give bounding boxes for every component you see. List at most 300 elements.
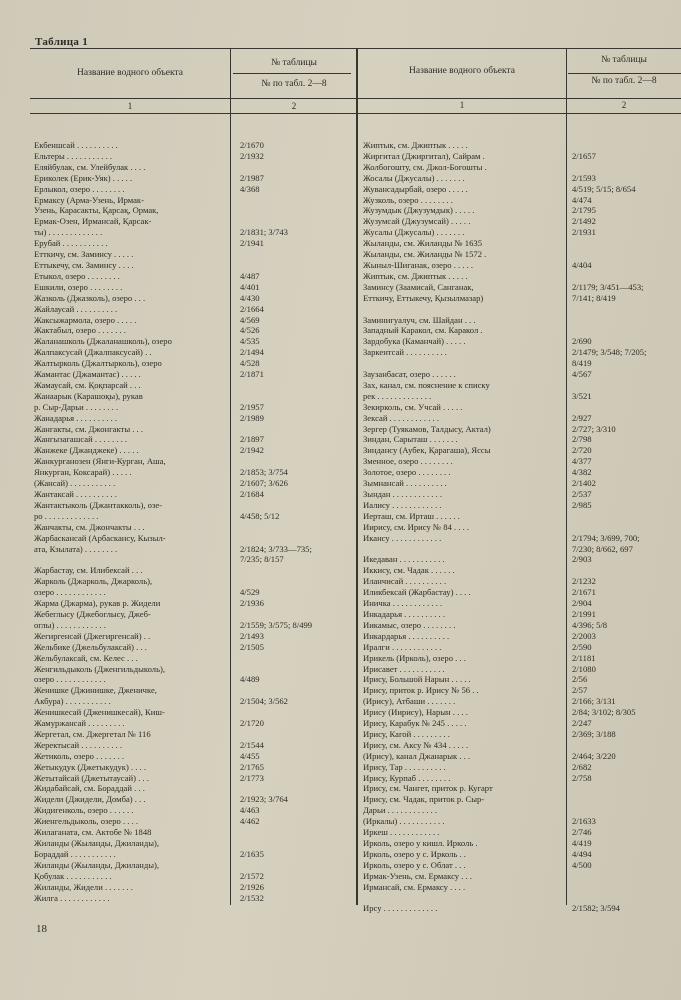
entry-ref: 3/521: [572, 390, 592, 401]
entry-ref: 2/1795: [572, 205, 596, 216]
entry-ref: [240, 195, 354, 206]
entry-ref: 2/1936: [240, 598, 264, 609]
entry-name: Иикамыс, озеро . . . . . . . .: [363, 619, 456, 630]
entry-name: Западный Каракол, см. Каракол .: [363, 325, 483, 336]
entry-name: Жарма (Джарма), рукав р. Жидели: [34, 598, 161, 609]
entry-ref: 2/1871: [240, 369, 264, 380]
entry-name: озеро . . . . . . . . . . . .: [34, 674, 106, 685]
entry-name: Жамаусай, см. Қоқпарсай . . .: [34, 379, 141, 390]
entry-ref: 4/404: [572, 259, 592, 270]
entry-ref: 2/1179; 3/451—453;: [572, 281, 644, 292]
entry-ref: 2/1492: [572, 216, 596, 227]
entry-ref: 2/1941: [240, 238, 264, 249]
entry-name: Жеректысай . . . . . . . . . .: [34, 739, 123, 750]
entry-ref: 2/1671: [572, 587, 596, 598]
entry-ref: 2/247: [572, 718, 592, 729]
entry-name: Жамуржансай . . . . . . . . .: [34, 718, 125, 729]
right-name-column: [363, 140, 565, 914]
entry-name: Жидабайсай, см. Бораддай . . .: [34, 783, 145, 794]
entry-ref: 4/458; 5/12: [240, 510, 280, 521]
left-col-number-1: 1: [127, 101, 133, 111]
entry-name: Жиенгельдыколь, озеро . . . .: [34, 816, 139, 827]
entry-name: Жайлаусай . . . . . . . . . .: [34, 303, 118, 314]
entry-name: Жилга . . . . . . . . . . . .: [34, 892, 110, 903]
entry-name: Зменное, озеро . . . . . . . .: [363, 456, 453, 467]
entry-ref: 4/462: [240, 816, 260, 827]
entry-ref: 2/1957: [240, 401, 264, 412]
entry-name: Инкардарья . . . . . . . . . .: [363, 630, 450, 641]
entry-name: Икансу . . . . . . . . . . . .: [363, 532, 442, 543]
entry-ref: 2/1765: [240, 761, 264, 772]
entry-name: Иирису, см. Ирису № 84 . . . .: [363, 521, 470, 532]
entry-ref: 4/494: [572, 848, 592, 859]
entry-name: Зиндан, Сарыташ . . . . . . .: [363, 434, 458, 445]
entry-name: [363, 893, 565, 904]
entry-ref: 4/382: [572, 467, 592, 478]
entry-ref: 2/56: [572, 674, 588, 685]
entry-ref: 2/464; 3/220: [572, 750, 616, 761]
entry-name: Жиргитал (Джиргитал), Сайрам .: [363, 150, 485, 161]
entry-name: Ирколь, озеро у кишл. Ирколь .: [363, 838, 478, 848]
entry-ref: 2/1670: [240, 140, 264, 150]
entry-ref: 2/1504; 3/562: [240, 696, 288, 707]
entry-ref: [240, 838, 354, 849]
entry-ref: 2/1181: [572, 652, 596, 663]
entry-ref: 2/1831; 3/743: [240, 227, 288, 238]
entry-name: Жетиколь, озеро . . . . . . .: [34, 750, 125, 761]
entry-name: Ирису, Кагой . . . . . . . . .: [363, 728, 450, 739]
entry-ref: [572, 783, 680, 794]
entry-ref: 2/1493: [240, 630, 264, 641]
entry-ref: 2/720: [572, 445, 592, 456]
entry-ref: 2/1991: [572, 608, 596, 619]
entry-name: Жолбогошту, см. Джол-Богошты .: [363, 161, 487, 172]
entry-ref: 7/235; 8/157: [240, 554, 284, 565]
entry-name: Жебеглысу (Джебоглысу, Джеб-: [34, 608, 151, 619]
entry-name: Жельбулаксай, см. Келес . . .: [34, 652, 138, 663]
entry-name: ата, Кзылата) . . . . . . . .: [34, 543, 118, 554]
entry-ref: [240, 729, 354, 740]
entry-name: Ирису, Большой Нарын . . . . .: [363, 674, 471, 685]
entry-name: Ирису (Иирису), Нарын . . . .: [363, 707, 468, 718]
entry-name: Жанадарья . . . . . . . . . .: [34, 412, 118, 423]
left-ref-column: [240, 140, 354, 903]
entry-name: Иалису . . . . . . . . . . . .: [363, 499, 442, 510]
entry-ref: 2/682: [572, 761, 592, 772]
entry-name: Иничка . . . . . . . . . . . .: [363, 598, 443, 609]
entry-ref: 4/430: [240, 292, 260, 303]
entry-ref: [240, 456, 354, 467]
entry-name: Зергер (Туякамов, Талдысу, Актал): [363, 423, 491, 434]
entry-name: Ирколь, озеро у с. Ирколь . .: [363, 848, 466, 859]
entry-ref: [240, 260, 354, 271]
entry-name: Заузанбасат, озеро . . . . . .: [363, 369, 456, 380]
entry-name: Зиндансу (Аубек, Қарагаша), Яссы: [363, 445, 491, 456]
entry-ref: [240, 653, 354, 664]
entry-name: Ирису, см. Аксу № 434 . . . . .: [363, 739, 469, 750]
entry-name: Жангызагашсай . . . . . . . .: [34, 434, 128, 445]
entry-ref: 2/1479; 3/548; 7/205;: [572, 347, 647, 358]
entry-name: (Ирису), Атбаши . . . . . . .: [363, 696, 456, 707]
entry-ref: [240, 827, 354, 838]
entry-name: Ирсу . . . . . . . . . . . . .: [363, 903, 438, 914]
entry-ref: [240, 424, 354, 435]
entry-name: Ирису, Карабук № 245 . . . . .: [363, 718, 467, 729]
entry-name: Жиланды (Жыланды, Джиланды),: [34, 838, 160, 848]
entry-ref: 4/569: [240, 314, 260, 325]
entry-ref: 8/419: [572, 358, 592, 369]
entry-name: Жанаарык (Карашоқы), рукав: [34, 390, 143, 401]
entry-name: [34, 554, 228, 565]
entry-ref: 2/1607; 3/626: [240, 478, 288, 489]
entry-ref: 4/377: [572, 456, 592, 467]
entry-name: Ермаксу (Арма-Узень, Ирмак-: [34, 194, 144, 205]
entry-name: (Иркалы) . . . . . . . . . . .: [363, 816, 445, 827]
entry-name: Жидели (Джидели, Домба) . . .: [34, 794, 146, 805]
entry-ref: [240, 162, 354, 173]
entry-name: Қобулак . . . . . . . . . . .: [34, 870, 112, 881]
entry-ref: 2/758: [572, 772, 592, 783]
entry-name: Икедаван . . . . . . . . . . .: [363, 554, 445, 565]
right-ref-column: [572, 140, 680, 914]
entry-ref: [240, 500, 354, 511]
left-name-header: Название водного объекта: [77, 68, 183, 78]
entry-name: Дарьи . . . . . . . . . . . .: [363, 805, 438, 816]
entry-name: Жельбике (Джельбулаксай) . . .: [34, 641, 147, 652]
entry-name: Ирмансай, см. Ермаксу . . . .: [363, 881, 466, 892]
entry-ref: 2/985: [572, 499, 592, 510]
entry-ref: 4/487: [240, 270, 260, 281]
entry-name: Жарколь (Джарколь, Джарколь),: [34, 576, 153, 587]
entry-ref: 4/526: [240, 325, 260, 336]
entry-ref: 2/1657: [572, 150, 596, 161]
entry-ref: 2/2003: [572, 630, 596, 641]
right-col-number-1: 1: [459, 100, 465, 110]
entry-ref: 4/519; 5/15; 8/654: [572, 183, 636, 194]
entry-name: Зымнансай . . . . . . . . . .: [363, 478, 447, 489]
left-table-num-header: № таблицы: [271, 58, 317, 68]
entry-ref: [572, 304, 680, 315]
entry-ref: [572, 794, 680, 805]
entry-name: Зардобука (Каманчай) . . . . .: [363, 336, 466, 347]
entry-name: Етткичу, см. Заминсу . . . . .: [34, 249, 134, 260]
entry-ref: 2/690: [572, 336, 592, 347]
entry-ref: 2/1593: [572, 172, 596, 183]
entry-ref: 2/1664: [240, 303, 264, 314]
entry-ref: 2/1559; 3/575; 8/499: [240, 619, 313, 630]
entry-name: [363, 544, 565, 555]
entry-name: Жантактыколь (Джантакколь), озе-: [34, 499, 163, 510]
entry-name: Ирису, приток р. Ирису № 56 . .: [363, 685, 479, 696]
entry-ref: [240, 783, 354, 794]
entry-ref: [572, 325, 680, 336]
entry-ref: [572, 522, 680, 533]
entry-name: озеро . . . . . . . . . . . .: [34, 587, 106, 598]
entry-name: оглы) . . . . . . . . . . . .: [34, 619, 106, 630]
entry-name: Заркентсай . . . . . . . . . .: [363, 347, 447, 358]
entry-name: Зексай . . . . . . . . . . . .: [363, 412, 439, 423]
entry-name: Зындан . . . . . . . . . . . .: [363, 489, 443, 499]
entry-name: Жилаганата, см. Актобе № 1848: [34, 827, 152, 838]
entry-name: Заминсу (Заамисай, Санганак,: [363, 281, 474, 292]
entry-name: Жиланды (Жыланды, Джиланды),: [34, 859, 160, 870]
left-name-column: [34, 140, 228, 903]
entry-name: Золотое, озеро . . . . . . . .: [363, 467, 451, 478]
entry-name: Жаланашколь (Джаланашколь), озеро: [34, 336, 172, 347]
entry-ref: [240, 707, 354, 718]
entry-name: Иралги . . . . . . . . . . . .: [363, 641, 442, 652]
entry-name: [363, 304, 565, 315]
entry-name: Женишке (Джинишке, Дженичке,: [34, 685, 157, 696]
entry-ref: 2/1572: [240, 870, 264, 881]
entry-ref: 4/419: [572, 838, 592, 848]
entry-ref: 2/84; 3/102; 8/305: [572, 707, 636, 718]
entry-name: Акбура) . . . . . . . . . . .: [34, 696, 111, 707]
entry-ref: 4/529: [240, 587, 260, 598]
entry-ref: 2/1897: [240, 434, 264, 445]
entry-ref: 2/1080: [572, 663, 596, 674]
entry-name: Ерубай . . . . . . . . . . .: [34, 238, 108, 249]
entry-ref: [240, 522, 354, 533]
left-table-ref-header: № по табл. 2—8: [261, 79, 327, 89]
entry-ref: 2/727; 3/310: [572, 423, 616, 434]
entry-ref: [572, 249, 680, 260]
entry-ref: [572, 402, 680, 413]
entry-ref: 2/1794; 3/699, 700;: [572, 532, 640, 543]
entry-name: Еттыкечу, см. Заминсу . . . .: [34, 259, 134, 270]
entry-name: Ирису, см. Чангет, приток р. Кугарт: [363, 783, 493, 794]
entry-ref: 4/455: [240, 750, 260, 761]
entry-ref: 2/1824; 3/733—735;: [240, 543, 312, 554]
entry-name: Жанжеке (Джанджеке) . . . . .: [34, 445, 139, 456]
entry-ref: 2/1853; 3/754: [240, 467, 288, 478]
entry-name: Жыныл-Шиганак, озеро . . . . .: [363, 259, 474, 270]
entry-ref: [240, 565, 354, 576]
entry-name: Жыланды, см. Жиланды № 1635: [363, 238, 482, 249]
entry-name: Ирису, Курпаб . . . . . . . .: [363, 772, 451, 783]
entry-name: Иерташ, см. Ирташ . . . . . .: [363, 510, 460, 521]
entry-name: Жантаксай . . . . . . . . . .: [34, 489, 117, 499]
entry-name: Иликбексай (Жарбастау) . . . .: [363, 587, 471, 598]
entry-name: Жалпаксусай (Джалпаксусай) . .: [34, 347, 152, 358]
entry-name: Жалтырколь (Джалтырколь), озеро: [34, 358, 162, 369]
entry-name: Жактабыл, озеро . . . . . . .: [34, 325, 126, 336]
entry-ref: 7/230; 8/662, 697: [572, 543, 633, 554]
entry-ref: 2/1932: [240, 150, 264, 161]
right-table-num-header: № таблицы: [601, 55, 647, 65]
entry-name: (Жансай) . . . . . . . . . . .: [34, 478, 116, 489]
right-table-ref-header: № по табл. 2—8: [591, 76, 657, 86]
entry-name: Жыланды, см. Жиланды № 1572 .: [363, 249, 487, 260]
entry-name: Екбеншсай . . . . . . . . . .: [34, 140, 118, 150]
entry-ref: 2/1402: [572, 478, 596, 489]
entry-ref: 4/396; 5/8: [572, 619, 608, 630]
entry-ref: 2/1926: [240, 881, 264, 892]
entry-ref: [240, 380, 354, 391]
entry-ref: 2/1232: [572, 576, 596, 587]
entry-name: Ельтеры . . . . . . . . . . .: [34, 150, 113, 161]
entry-ref: 2/1989: [240, 412, 264, 423]
entry-ref: 2/1931: [572, 227, 596, 238]
entry-name: Жузколь, озеро . . . . . . . .: [363, 194, 453, 205]
entry-name: рек . . . . . . . . . . . . .: [363, 390, 432, 401]
entry-name: Етткичу, Еттыкечу, Қызылмазар): [363, 292, 484, 303]
entry-ref: 2/1942: [240, 445, 264, 456]
entry-ref: 2/1505: [240, 641, 264, 652]
entry-name: Жангакты, см. Джонгакты . . .: [34, 423, 143, 434]
entry-name: ро . . . . . . . . . . . . .: [34, 510, 99, 521]
entry-ref: 2/1987: [240, 172, 264, 183]
entry-ref: 4/500: [572, 859, 592, 870]
entry-ref: 2/1923; 3/764: [240, 794, 288, 805]
entry-name: Етыкол, озеро . . . . . . . .: [34, 270, 120, 281]
page-number: 18: [36, 923, 47, 935]
entry-ref: [572, 140, 680, 151]
entry-ref: [572, 380, 680, 391]
entry-ref: [240, 205, 354, 216]
entry-ref: [572, 805, 680, 816]
entry-ref: [572, 162, 680, 173]
entry-name: (Ирису), канал Джанарык . . .: [363, 750, 471, 761]
entry-name: Жанкурганозен (Янги-Курган, Аша,: [34, 456, 166, 467]
entry-ref: 2/903: [572, 554, 592, 565]
entry-name: Жиптык, см. Джиптык . . . . .: [363, 140, 468, 150]
entry-name: Иркеш . . . . . . . . . . . .: [363, 827, 440, 838]
entry-name: Ермак-Озен, Ирмансай, Қарсак-: [34, 216, 152, 227]
entry-name: Инкадарья . . . . . . . . . .: [363, 608, 445, 619]
entry-name: Янкурган, Коксарай) . . . . .: [34, 467, 132, 478]
entry-name: [363, 358, 565, 369]
entry-name: Жарбаскансай (Арбаскансу, Кызыл-: [34, 532, 166, 543]
entry-ref: 4/489: [240, 674, 260, 685]
entry-ref: 2/166; 3/131: [572, 696, 616, 707]
entry-ref: 4/567: [572, 369, 592, 380]
entry-name: Бораддай . . . . . . . . . . .: [34, 848, 116, 859]
entry-ref: 2/746: [572, 827, 592, 838]
entry-ref: [240, 860, 354, 871]
entry-ref: 2/1544: [240, 739, 264, 750]
table-label: Таблица 1: [35, 36, 89, 48]
entry-name: Жазколь (Джазколь), озеро . . .: [34, 292, 146, 303]
entry-ref: 2/904: [572, 598, 592, 609]
entry-name: Жамантас (Джамантас) . . . . .: [34, 369, 141, 380]
entry-ref: 2/1773: [240, 772, 264, 783]
right-col-number-2: 2: [621, 100, 627, 110]
entry-name: Жергетал, см. Джергетал № 116: [34, 728, 151, 739]
entry-name: ты) . . . . . . . . . . . . .: [34, 227, 103, 238]
entry-name: Жетытайсай (Джетытаусай) . . .: [34, 772, 149, 783]
entry-name: Жиланды, Жидели . . . . . . .: [34, 881, 133, 892]
right-num-split-rule: [568, 73, 681, 74]
entry-ref: [572, 740, 680, 751]
entry-ref: [572, 893, 680, 904]
entry-name: Жегиргенсай (Джегиргенсай) . .: [34, 630, 151, 641]
entry-ref: 4/368: [240, 183, 260, 194]
entry-name: Жиптык, см. Джиптык . . . . .: [363, 270, 468, 281]
entry-ref: [240, 609, 354, 620]
entry-ref: 2/57: [572, 685, 588, 696]
entry-ref: 4/401: [240, 281, 260, 292]
entry-ref: [572, 238, 680, 249]
entry-name: Заминигуалуч, см. Шайдан . . .: [363, 314, 476, 325]
entry-name: Жосалы (Джусалы) . . . . . . .: [363, 172, 465, 183]
center-divider: [356, 48, 358, 905]
entry-name: Ирисавет . . . . . . . . . . .: [363, 663, 445, 674]
entry-ref: 4/463: [240, 805, 260, 816]
right-divider: [566, 48, 567, 905]
entry-name: Ешкили, озеро . . . . . . . .: [34, 281, 123, 292]
entry-name: Жузумсай (Джузумсай) . . . . .: [363, 216, 471, 227]
entry-name: Зекирколь, см. Учсай . . . . .: [363, 401, 463, 412]
entry-name: Женишкесай (Дженишкесай), Киш-: [34, 707, 165, 718]
entry-ref: [240, 685, 354, 696]
entry-name: Иланчисай . . . . . . . . . .: [363, 576, 447, 587]
entry-name: Ирису, Тар . . . . . . . . . .: [363, 761, 446, 772]
entry-name: Жувансадырбай, озеро . . . . .: [363, 183, 468, 194]
entry-ref: 2/537: [572, 489, 592, 499]
entry-name: Ирису, см. Чадак, приток р. Сыр-: [363, 794, 485, 805]
entry-name: Ерлыкол, озеро . . . . . . . .: [34, 183, 125, 194]
entry-ref: 2/369; 3/188: [572, 728, 616, 739]
entry-name: Жаксыжармола, озеро . . . . .: [34, 314, 137, 325]
entry-ref: [240, 249, 354, 260]
entry-name: Ирмак-Узень, см. Ермаксу . . .: [363, 870, 472, 881]
entry-ref: 2/1635: [240, 848, 264, 859]
entry-name: Жарбастау, см. Илибексай . . .: [34, 565, 143, 576]
entry-name: Еляйбулак, см. Улейбулак . . . .: [34, 161, 146, 172]
entry-ref: 2/1684: [240, 489, 264, 499]
entry-ref: [240, 576, 354, 587]
entry-ref: [572, 511, 680, 522]
entry-ref: 7/141; 8/419: [572, 292, 616, 303]
entry-ref: [572, 315, 680, 326]
entry-ref: 2/590: [572, 641, 592, 652]
entry-ref: 2/798: [572, 434, 592, 445]
entry-ref: 2/1582; 3/594: [572, 903, 620, 914]
entry-name: Ериколек (Ерик-Уяк) . . . . .: [34, 172, 133, 183]
entry-ref: 2/1494: [240, 347, 264, 358]
entry-name: р. Сыр-Дарьи . . . . . . . .: [34, 401, 119, 412]
entry-name: Узень, Карасакты, Қарсақ, Ормак,: [34, 205, 159, 216]
right-name-header: Название водного объекта: [409, 66, 515, 76]
entry-name: Женгильдыколь (Дженгильдыколь),: [34, 663, 166, 674]
entry-ref: 4/474: [572, 194, 592, 205]
left-num-split-rule: [233, 73, 351, 74]
entry-ref: 4/528: [240, 358, 260, 369]
entry-ref: [240, 533, 354, 544]
entry-name: Жанчакты, см. Джончакты . . .: [34, 521, 145, 532]
entry-ref: [572, 271, 680, 282]
entry-ref: [572, 871, 680, 882]
entry-ref: 2/927: [572, 412, 592, 423]
entry-name: Зах, канал, см. пояснение к списку: [363, 379, 490, 390]
left-divider: [230, 48, 231, 905]
entry-name: Жетыкудук (Джетыкудук) . . . .: [34, 761, 147, 772]
entry-ref: [572, 565, 680, 576]
entry-name: Жусалы (Джусалы) . . . . . . .: [363, 227, 465, 238]
entry-name: Ирколь, озеро у с. Облат . . .: [363, 859, 466, 870]
entry-name: Жузумдык (Джузумдык) . . . . .: [363, 205, 475, 216]
entry-ref: 4/535: [240, 336, 260, 347]
entry-ref: 2/1720: [240, 718, 264, 729]
entry-ref: [240, 391, 354, 402]
entry-name: Жидигенколь, озеро . . . . . .: [34, 805, 134, 816]
entry-name: Иккису, см. Чадак . . . . . .: [363, 565, 455, 576]
left-col-number-2: 2: [291, 101, 297, 111]
entry-ref: [240, 664, 354, 675]
entry-ref: 2/1633: [572, 816, 596, 827]
entry-ref: [240, 216, 354, 227]
